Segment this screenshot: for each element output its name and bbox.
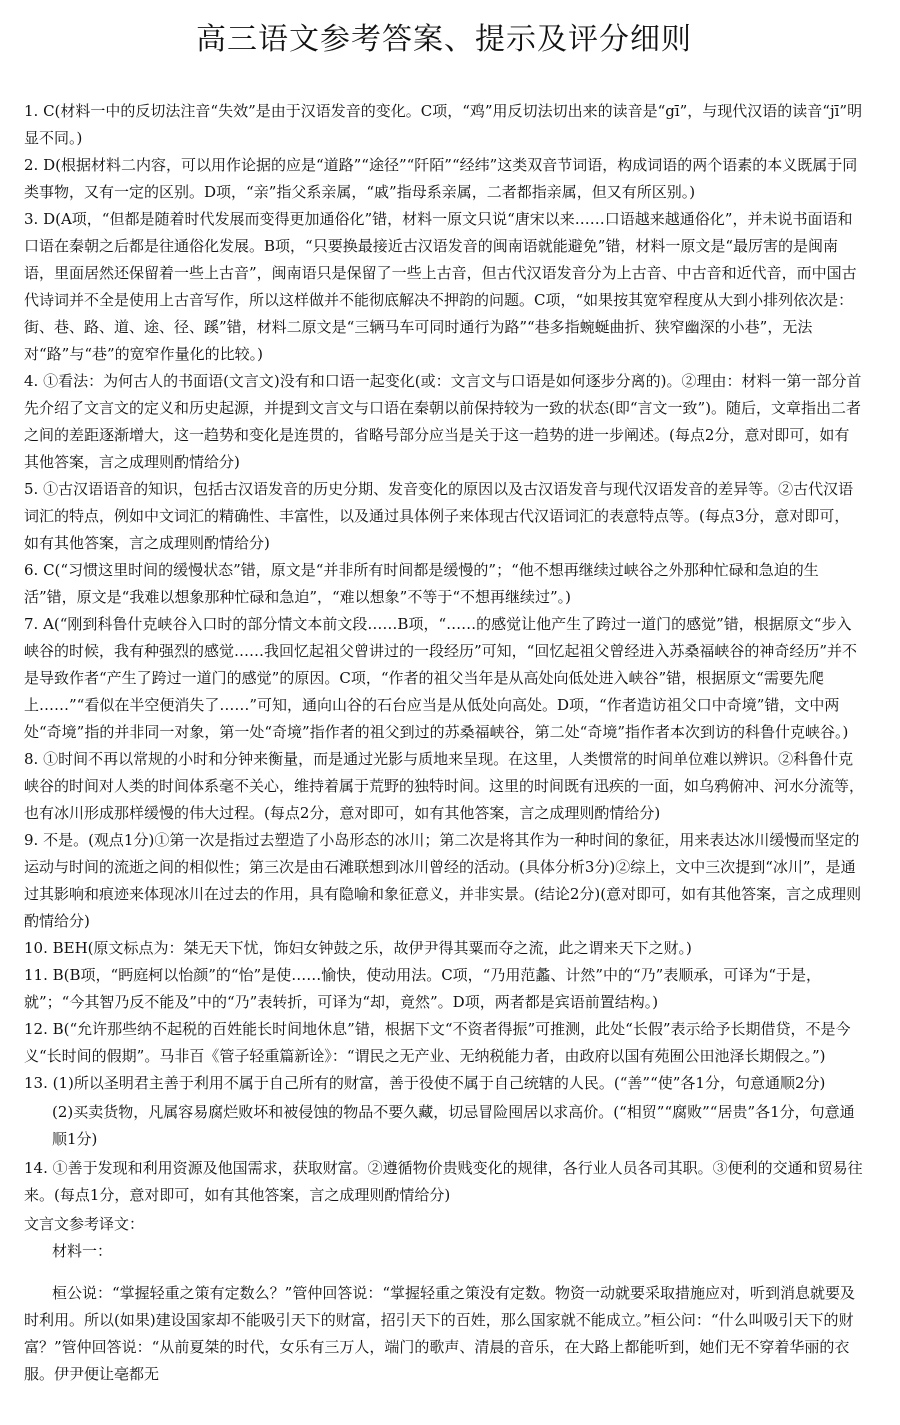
answer-item-13: 13. (1)所以圣明君主善于利用不属于自己所有的财富，善于役使不属于自己统辖的人民。(“善”“使”各1分，句意通顺2分): [24, 1074, 826, 1092]
answer-item-4: 4. ①看法：为何古人的书面语(文言文)没有和口语一起变化(或：文言文与口语是如何逐步分离的)。②理由：材料一第一部分首先介绍了文言文的定义和历史起源，并提到文言文与口语在秦朝以前保持较为一致的状态(即“言文一致”)。随后，文章指出二者之间的差距逐渐增大，这一趋势和变化是连贯的，省略号部分应当是关于这一趋势的进一步阐述。(每点2分，意对即可，如有其他答案，言之成理则酌情给分): [24, 372, 862, 471]
answer-item-3: 3. D(A项，“但都是随着时代发展而变得更加通俗化”错，材料一原文只说“唐宋以来……口语越来越通俗化”，并未说书面语和口语在秦朝之后都是往通俗化发展。B项，“只要换最接近古汉语发音的闽南语就能避免”错，材料一原文是“最厉害的是闽南语，里面居然还保留着一些上古音”，闽南语只是保留了一些上古音，但古代汉语发音分为上古音、中古音和近代音，而中国古代诗词并不全是使用上古音写作，所以这样做并不能彻底解决不押韵的问题。C项，“如果按其宽窄程度从大到小排列依次是：街、巷、路、道、途、径、蹊”错，材料二原文是“三辆马车可同时通行为路”“巷多指蜿蜒曲折、狭窄幽深的小巷”，无法对“路”与“巷”的宽窄作量化的比较。): [24, 210, 857, 363]
answer-item-12: 12. B(“允许那些纳不起税的百姓能长时间地休息”错，根据下文“不资者得振”可推测，此处“长假”表示给予长期借贷，不是今义“长时间的假期”。马非百《管子轻重篇新诠》：“谓民之无产业、无纳税能力者，由政府以国有苑囿公田池泽长期假之。”): [24, 1020, 851, 1065]
answer-list: [24, 98, 864, 1209]
answer-item-8: 8. ①时间不再以常规的小时和分钟来衡量，而是通过光影与质地来呈现。在这里，人类惯常的时间单位难以辨识。②科鲁什克峡谷的时间对人类的时间体系毫不关心，维持着属于荒野的独特时间。这里的时间既有迅疾的一面，如乌鸦俯冲、河水分流等，也有冰川形成那样缓慢的伟大过程。(每点2分，意对即可，如有其他答案，言之成理则酌情给分): [24, 750, 865, 822]
answer-item-2: 2. D(根据材料二内容，可以用作论据的应是“道路”“途径”“阡陌”“经纬”这类双音节词语，构成词语的两个语素的本义既属于同类事物，又有一定的区别。D项，“亲”指父系亲属，“戚”指母系亲属，二者都指亲属，但又有所区别。): [24, 156, 858, 201]
translation-heading: 文言文参考译文：: [24, 1215, 145, 1233]
page-title: 高三语文参考答案、提示及评分细则: [196, 22, 692, 57]
answer-item-13-part2: (2)买卖货物，凡属容易腐烂败坏和被侵蚀的物品不要久藏，切忌冒险囤居以求高价。(“相贸”“腐败”“居贵”各1分，句意通顺1分): [52, 1103, 855, 1148]
answer-item-14: 14. ①善于发现和利用资源及他国需求，获取财富。②遵循物价贵贱变化的规律，各行业人员各司其职。③便利的交通和贸易往来。(每点1分，意对即可，如有其他答案，言之成理则酌情给分): [24, 1159, 863, 1204]
answer-item-6: 6. C(“习惯这里时间的缓慢状态”错，原文是“并非所有时间都是缓慢的”；“他不想再继续过峡谷之外那种忙碌和急迫的生活”错，原文是“我难以想象那种忙碌和急迫”，“难以想象”不等于“不想再继续过”。): [24, 561, 819, 606]
answer-item-10: 10. BEH(原文标点为：桀无天下忧，饰妇女钟鼓之乐，故伊尹得其粟而夺之流，此之谓来天下之财。): [24, 939, 692, 957]
translation-paragraph: 桓公说：“掌握轻重之策有定数么？”管仲回答说：“掌握轻重之策没有定数。物资一动就要采取措施应对，听到消息就要及时利用。所以(如果)建设国家却不能吸引天下的财富，招引天下的百姓，那么国家就不能成立。”桓公问：“什么叫吸引天下的财富？”管仲回答说：“从前夏桀的时代，女乐有三万人，端门的歌声、清晨的音乐，在大路上都能听到，她们无不穿着华丽的衣服。伊尹便让亳都无: [24, 1284, 856, 1383]
answer-item-11: 11. B(B项，“眄庭柯以怡颜”的“怡”是使……愉快，使动用法。C项，“乃用范蠡、计然”中的“乃”表顺承，可译为“于是，就”；“今其智乃反不能及”中的“乃”表转折，可译为“却，竟然”。D项，两者都是宾语前置结构。): [24, 966, 822, 1011]
answer-item-7: 7. A(“刚到科鲁什克峡谷入口时的部分情文本前文段……B项，“……的感觉让他产生了跨过一道门的感觉”错，根据原文“步入峡谷的时候，我有种强烈的感觉……我回忆起祖父曾讲过的一段经历”可知，“回忆起祖父曾经进入苏桑福峡谷的神奇经历”并不是导致作者“产生了跨过一道门的感觉”的原因。C项，“作者的祖父当年是从高处向低处进入峡谷”错，根据原文“需要先爬上……”“看似在半空便消失了……”可知，通向山谷的石台应当是从低处向高处。D项，“作者造访祖父口中奇境”错，文中两处“奇境”指的并非同一对象，第一处“奇境”指作者的祖父到过的苏桑福峡谷，第二处“奇境”指作者本次到访的科鲁什克峡谷。): [24, 615, 858, 741]
answer-item-1: 1. C(材料一中的反切法注音“失效”是由于汉语发音的变化。C项，“鸡”用反切法切出来的读音是“gī”，与现代汉语的读音“jī”明显不同。): [24, 102, 863, 147]
material-one-title: 材料一：: [52, 1242, 113, 1260]
answer-item-5: 5. ①古汉语语音的知识，包括古汉语发音的历史分期、发音变化的原因以及古汉语发音与现代汉语发音的差异等。②古代汉语词汇的特点，例如中文词汇的精确性、丰富性，以及通过具体例子来体现古代汉语词汇的表意特点等。(每点3分，意对即可，如有其他答案，言之成理则酌情给分): [24, 480, 854, 552]
answer-item-9: 9. 不是。(观点1分)①第一次是指过去塑造了小岛形态的冰川；第二次是将其作为一种时间的象征，用来表达冰川缓慢而坚定的运动与时间的流逝之间的相似性；第三次是由石滩联想到冰川曾经的活动。(具体分析3分)②综上，文中三次提到“冰川”，是通过其影响和痕迹来体现冰川在过去的作用，具有隐喻和象征意义，并非实景。(结论2分)(意对即可，如有其他答案，言之成理则酌情给分): [24, 831, 862, 930]
